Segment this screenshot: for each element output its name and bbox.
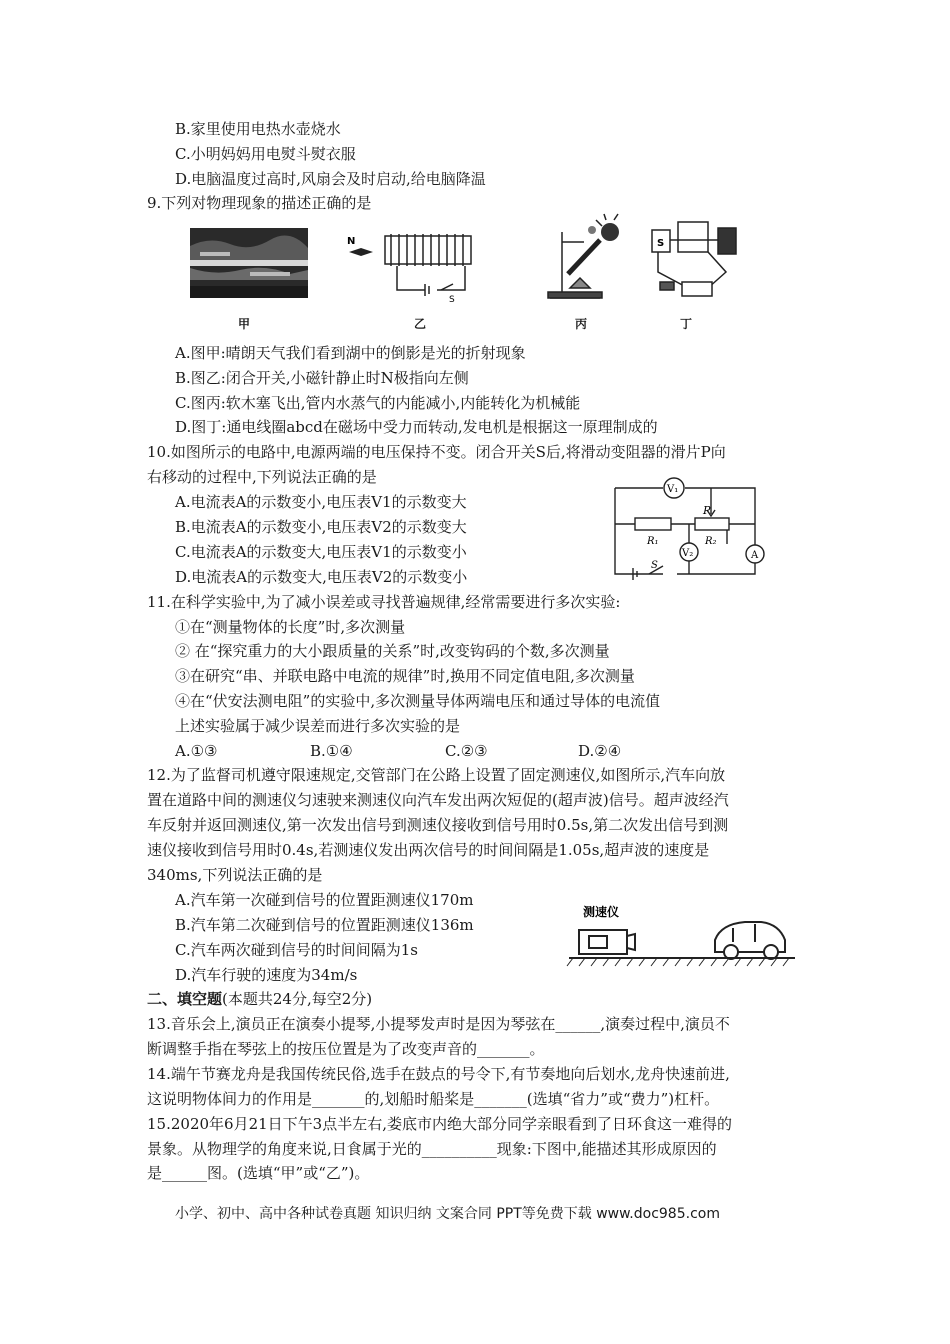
q9-stem: 9.下列对物理现象的描述正确的是	[147, 194, 372, 212]
v1-label: V₁	[667, 484, 679, 495]
q12-speed-radar-figure	[565, 898, 795, 970]
q12-line-5: 340ms,下列说法正确的是	[147, 866, 323, 884]
radar-label: 测速仪	[583, 905, 620, 919]
q10-stem-line1: 10.如图所示的电路中,电源两端的电压保持不变。闭合开关S后,将滑动变阻器的滑片P向	[147, 443, 726, 461]
q10-option-a: A.电流表A的示数变小,电压表V1的示数变大	[175, 493, 467, 511]
q12-option-a: A.汽车第一次碰到信号的位置距测速仪170m	[175, 891, 474, 909]
q15-line-2: 景象。从物理学的角度来说,日食属于光的__________现象:下图中,能描述其形成原因的	[147, 1140, 717, 1158]
switch-label: S	[651, 560, 658, 571]
resistor-r1	[635, 518, 671, 530]
v2-label: V₂	[682, 548, 694, 559]
figure-caption-jia: 甲	[238, 317, 251, 331]
resistor-r2	[695, 518, 729, 530]
section-2-note: (本题共24分,每空2分)	[222, 990, 373, 1008]
q12-line-4: 速仪接收到信号用时0.4s,若测速仪发出两次信号的时间间隔是1.05s,超声波的速度是	[147, 841, 710, 859]
q15-line-3: 是______图。(选填“甲”或“乙”)。	[147, 1164, 370, 1182]
figure-ding-coil	[648, 212, 738, 302]
q14-line-1: 14.端午节赛龙舟是我国传统民俗,选手在鼓点的号令下,有节奏地向后划水,龙舟快速前进,	[147, 1065, 730, 1083]
q10-circuit-diagram	[605, 474, 775, 580]
figure-caption-yi: 乙	[414, 317, 427, 331]
q11-stem: 11.在科学实验中,为了减小误差或寻找普遍规律,经常需要进行多次实验:	[147, 593, 621, 611]
q11-choice-b: B.①④	[310, 742, 353, 760]
r1-label: R₁	[647, 536, 659, 547]
q12-line-2: 置在道路中间的测速仪匀速驶来测速仪向汽车发出两次短促的(超声波)信号。超声波经汽	[147, 791, 729, 809]
q11-item-4: ④在“伏安法测电阻”的实验中,多次测量导体两端电压和通过导体的电流值	[175, 692, 661, 710]
q9-option-c: C.图丙:软木塞飞出,管内水蒸气的内能减小,内能转化为机械能	[175, 394, 581, 412]
section-2-heading	[147, 988, 372, 1010]
q12-option-b: B.汽车第二次碰到信号的位置距测速仪136m	[175, 916, 474, 934]
r2-label: R₂	[705, 536, 717, 547]
q9-option-d: D.图丁:通电线圈abcd在磁场中受力而转动,发电机是根据这一原理制成的	[175, 418, 658, 436]
q9-option-a: A.图甲:晴朗天气我们看到湖中的倒影是光的折射现象	[175, 344, 526, 362]
q10-option-c: C.电流表A的示数变大,电压表V1的示数变小	[175, 543, 467, 561]
page-footer: 小学、初中、高中各种试卷真题 知识归纳 文案合同 PPT等免费下载 www.doc985.com	[175, 1206, 720, 1222]
q12-option-d: D.汽车行驶的速度为34m/s	[175, 966, 358, 984]
figure-bing-test-tube	[540, 212, 630, 302]
figure-yi-solenoid	[345, 222, 485, 302]
q12-line-1: 12.为了监督司机遵守限速规定,交管部门在公路上设置了固定测速仪,如图所示,汽车向放	[147, 766, 726, 784]
q11-question: 上述实验属于减少误差而进行多次实验的是	[175, 717, 461, 735]
ammeter-label: A	[751, 550, 759, 561]
q9-option-b: B.图乙:闭合开关,小磁针静止时N极指向左侧	[175, 369, 469, 387]
q11-item-3: ③在研究“串、并联电路中电流的规律”时,换用不同定值电阻,多次测量	[175, 667, 635, 685]
switch-s-label: S	[449, 295, 455, 302]
q11-choice-a: A.①③	[175, 742, 218, 760]
q15-line-1: 15.2020年6月21日下午3点半左右,娄底市内绝大部分同学亲眼看到了日环食这一难得的	[147, 1115, 732, 1133]
q8-option-d: D.电脑温度过高时,风扇会及时启动,给电脑降温	[175, 170, 486, 188]
slider-p-label: P	[703, 504, 711, 517]
figure-caption-ding: 丁	[680, 317, 693, 331]
q10-option-d: D.电流表A的示数变大,电压表V2的示数变小	[175, 568, 468, 586]
q12-option-c: C.汽车两次碰到信号的时间间隔为1s	[175, 941, 418, 959]
figure-jia-reflection	[190, 228, 308, 298]
magnet-s-label: S	[657, 238, 665, 249]
q13-line-2: 断调整手指在琴弦上的按压位置是为了改变声音的_______。	[147, 1040, 545, 1058]
q13-line-1: 13.音乐会上,演员正在演奏小提琴,小提琴发声时是因为琴弦在______,演奏过程中,演员不	[147, 1015, 730, 1033]
compass-needle-icon	[349, 248, 373, 256]
compass-n-label: N	[347, 236, 356, 247]
q8-option-c: C.小明妈妈用电熨斗熨衣服	[175, 145, 356, 163]
q11-item-1: ①在“测量物体的长度”时,多次测量	[175, 618, 406, 636]
q10-option-b: B.电流表A的示数变小,电压表V2的示数变大	[175, 518, 467, 536]
section-2-title: 二、填空题	[147, 990, 223, 1008]
q14-line-2: 这说明物体间力的作用是_______的,划船时船桨是_______(选填“省力”或“费力”)杠杆。	[147, 1090, 720, 1108]
q11-choice-d: D.②④	[578, 742, 622, 760]
q12-line-3: 车反射并返回测速仪,第一次发出信号到测速仪接收到信号用时0.5s,第二次发出信号到测	[147, 816, 729, 834]
q11-item-2: ② 在“探究重力的大小跟质量的关系”时,改变钩码的个数,多次测量	[175, 642, 610, 660]
q11-choice-c: C.②③	[445, 742, 488, 760]
q8-option-b: B.家里使用电热水壶烧水	[175, 120, 341, 138]
figure-caption-bing: 丙	[575, 317, 588, 331]
q10-stem-line2: 右移动的过程中,下列说法正确的是	[147, 468, 377, 486]
